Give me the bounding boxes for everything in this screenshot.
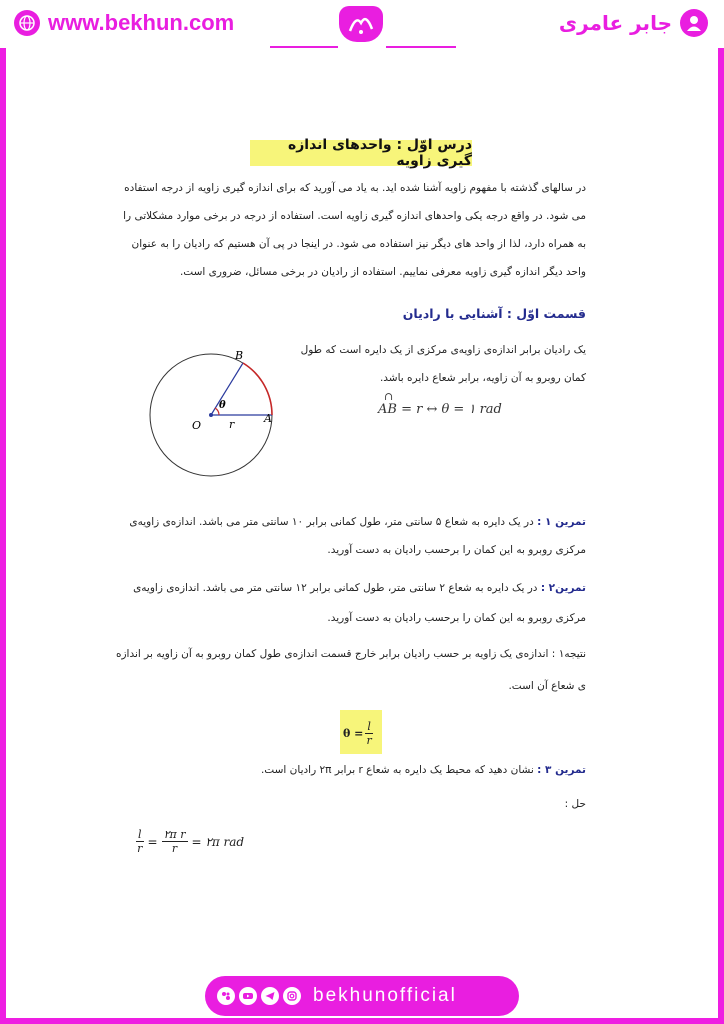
page-header: [0, 0, 724, 48]
sol-f2-den: r: [171, 842, 178, 855]
arc-ab: [243, 363, 272, 415]
sol-eq1: =: [147, 834, 158, 849]
author-name: جابر عامری: [558, 11, 672, 35]
exercise-2-label: تمرین٢ :: [540, 582, 586, 594]
label-theta: θ: [219, 400, 226, 411]
exercise-1: [129, 516, 586, 528]
user-avatar-icon: [680, 9, 708, 37]
radius-line-b: [211, 363, 243, 415]
globe-icon: [14, 10, 40, 36]
radian-definition-formula: [378, 390, 502, 417]
sol-f1-den: r: [137, 842, 143, 855]
label-b: B: [235, 349, 244, 362]
formula-text: AB = r ↔ θ = ١ rad: [378, 402, 502, 417]
sol-eq2: = ٢π rad: [191, 834, 245, 849]
result-num: l: [367, 720, 371, 733]
header-divider-left: [270, 46, 338, 48]
label-a: A: [264, 412, 272, 425]
exercise-2-line2: مرکزی روبرو به این کمان را برحسب رادیان به دست آورید.: [327, 612, 586, 624]
exercise-1-line2: مرکزی روبرو به این کمان را برحسب رادیان به دست آورید.: [327, 544, 586, 556]
intro-line-2: می شود. در واقع درجه یکی واحدهای اندازه گیری زاویه است. استفاده از درجه در برخی موارد مشکلاتی را: [123, 210, 586, 222]
exercise-3-text: نشان دهید که محیط یک دایره به شعاع r برابر ٢π رادیان است.: [260, 764, 538, 776]
telegram-icon[interactable]: [261, 987, 279, 1005]
theta-lhs: θ =: [343, 727, 364, 740]
definition-line-1: یک رادیان برابر اندازه‌ی زاویه‌ی مرکزی از یک دایره است که طول: [300, 344, 586, 356]
solution-formula: [136, 828, 244, 855]
exercise-2: [133, 582, 586, 594]
radian-circle-diagram: [136, 340, 286, 490]
author-badge: [559, 9, 708, 37]
lesson-title: درس اوّل : واحدهای اندازه گیری زاویه: [250, 140, 472, 166]
header-divider-right: [386, 46, 456, 48]
label-r: r: [229, 418, 235, 431]
instagram-icon[interactable]: [283, 987, 301, 1005]
intro-line-1: در سالهای گذشته با مفهوم زاویه آشنا شده اید. به یاد می آورید که برای اندازه گیری زاویه از درجه استفاده: [124, 182, 586, 194]
section-title: قسمت اوّل : آشنایی با رادیان: [402, 306, 586, 321]
site-link[interactable]: [14, 10, 234, 36]
arc-symbol: ∩: [384, 390, 394, 403]
exercise-2-line1: در یک دایره به شعاع ٢ سانتی متر، طول کمانی برابر ١٢ سانتی متر می باشد. اندازه‌ی زاویه‌ی: [133, 582, 541, 594]
center-point: [209, 413, 213, 417]
solution-label: حل :: [564, 798, 586, 810]
result-line-1: نتیجه١ : اندازه‌ی یک زاویه بر حسب رادیان برابر خارج قسمت اندازه‌ی طول کمان روبرو به آن زاویه بر اندازه: [115, 648, 586, 660]
sol-f2-num: ٢π r: [163, 828, 186, 841]
intro-line-4: واحد دیگر اندازه گیری زاویه معرفی نماییم. استفاده از رادیان در برخی مسائل، ضروری است.: [179, 266, 586, 278]
definition-line-2: کمان روبرو به آن زاویه، برابر شعاع دایره باشد.: [379, 372, 586, 384]
sol-f1-num: l: [138, 828, 142, 841]
label-o: O: [192, 419, 202, 432]
social-network-icon[interactable]: [217, 987, 235, 1005]
result-den: r: [366, 734, 372, 747]
social-footer[interactable]: [205, 976, 519, 1016]
exercise-1-line1: در یک دایره به شعاع ۵ سانتی متر، طول کمانی برابر ١٠ سانتی متر می باشد. اندازه‌ی زاویه‌ی: [129, 516, 538, 528]
brand-logo-icon: [339, 6, 383, 42]
intro-line-3: به همراه دارد، لذا از واحد های دیگر نیز استفاده می شود. در اینجا در پی آن هستیم که رادیان را به عنوان: [131, 238, 586, 250]
exercise-3-label: تمرین ٣ :: [537, 764, 586, 776]
social-handle: bekhunofficial: [313, 985, 457, 1006]
youtube-icon[interactable]: [239, 987, 257, 1005]
site-url: www.bekhun.com: [48, 10, 235, 35]
result-formula: [340, 710, 382, 754]
exercise-1-label: تمرین ١ :: [537, 516, 586, 528]
exercise-3: [261, 764, 586, 776]
result-line-2: ی شعاع آن است.: [508, 680, 586, 692]
